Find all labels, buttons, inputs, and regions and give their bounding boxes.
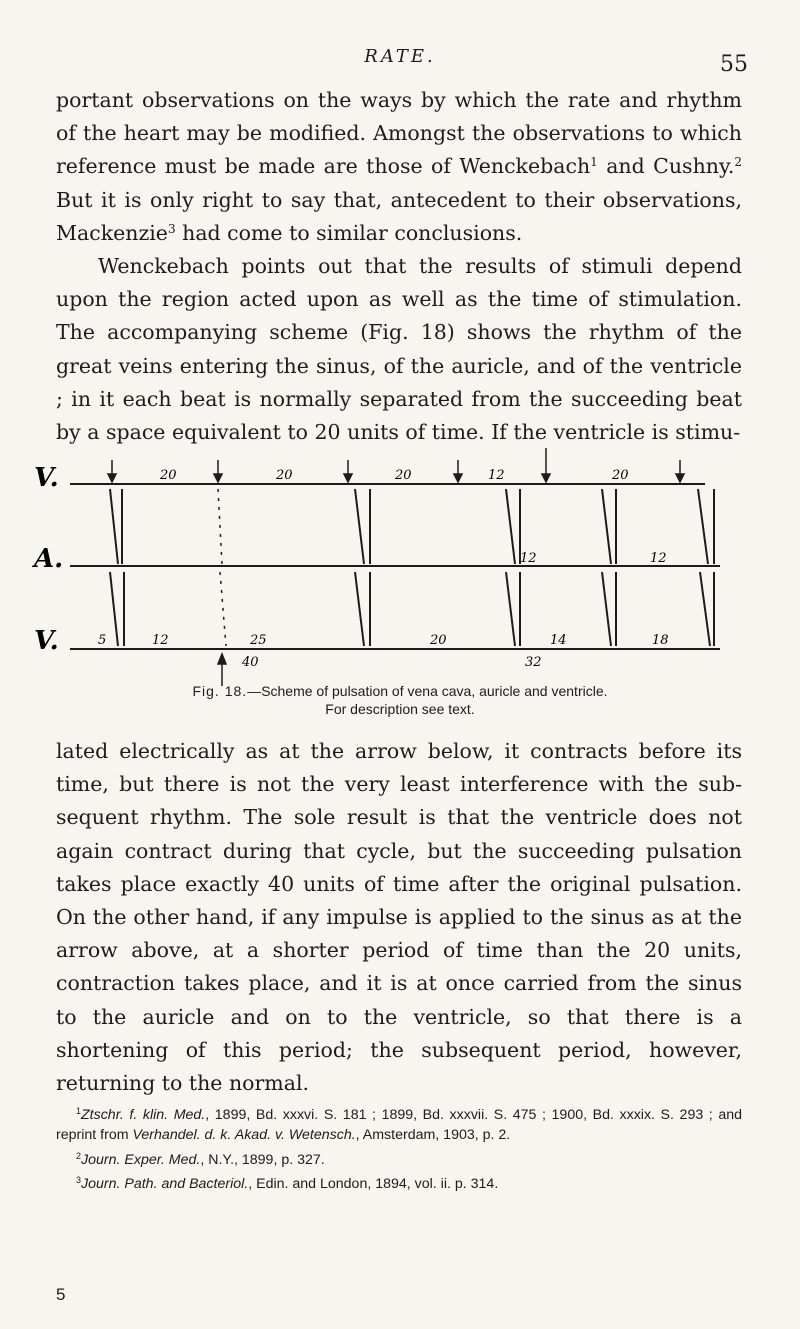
paragraph-1-text-c: But it is only right to say that, antecedent to their observations, Mackenzie <box>56 187 742 245</box>
caption-line-2: For description see text. <box>325 701 475 717</box>
ventricle-interval-label: 14 <box>550 633 567 648</box>
footnote-ref-2: 2 <box>734 155 742 170</box>
footnote-text: , N.Y., 1899, p. 327. <box>200 1151 325 1168</box>
row-label-veins: V. <box>34 463 59 493</box>
veins-interval-label: 12 <box>488 468 505 483</box>
footnote-source-2: Verhandel. d. k. Akad. v. Wetensch. <box>132 1127 356 1144</box>
footnote-number: 3 <box>76 1174 82 1185</box>
below-interval-label: 32 <box>525 655 542 670</box>
extra-auricle-trace <box>218 489 222 564</box>
paragraph-1-text-a: portant observations on the ways by which the rate and rhythm of the heart may be modified. Amongst the observations to which reference must be made are those of Wenckebach <box>56 88 742 179</box>
paragraph-3: lated electrically as at the arrow below, it contracts before its time, but there is not the very least interference with the sub-sequent rhythm. The sole result is that the ventricle does not again contract during that cycle, but the succeeding pulsation takes place exactly 40 units of time after the original pulsation. On the other hand, if any impulse is applied to the sinus as at the arrow above, at a shorter period of time than the 20 units, contraction takes place, and it is at once carried from the sinus to the auricle and on to the ventricle, so that there is a shortening of this period; the subsequent period, however, returning to the normal. <box>56 739 742 1096</box>
paragraph-1-text-b: and Cushny. <box>597 154 735 179</box>
row-label-ventricle: V. <box>34 626 59 656</box>
auricle-stroke <box>355 489 364 564</box>
footnote-ref-3: 3 <box>167 221 176 236</box>
ventricle-stroke <box>506 572 515 646</box>
footnote-source: Ztschr. f. klin. Med. <box>81 1107 206 1123</box>
veins-arrowhead <box>214 474 222 482</box>
ventricle-stroke <box>602 572 611 646</box>
ventricle-stroke <box>700 572 710 646</box>
veins-arrowhead <box>676 474 684 482</box>
paragraph-1 <box>56 84 742 250</box>
ventricle-interval-label: 25 <box>250 633 267 648</box>
auricle-stroke <box>506 489 515 564</box>
auricle-interval-label: 12 <box>520 551 537 566</box>
signature-mark: 5 <box>56 1285 66 1304</box>
footnotes <box>56 1101 742 1194</box>
auricle-stroke <box>698 489 708 564</box>
footnote-text: , Edin. and London, 1894, vol. ii. p. 314. <box>248 1175 499 1192</box>
page-header <box>0 46 800 86</box>
figure-18 <box>34 404 760 674</box>
ventricle-interval-label: 5 <box>98 633 107 648</box>
veins-interval-label: 20 <box>276 468 293 483</box>
caption-text: —Scheme of pulsation of vena cava, auricle and ventricle. <box>247 683 608 699</box>
below-interval-label: 40 <box>242 655 259 670</box>
pulsation-scheme-diagram <box>34 404 760 674</box>
auricle-interval-label: 12 <box>650 551 667 566</box>
ventricle-interval-label: 12 <box>152 633 169 648</box>
caption-label: Fig. 18. <box>192 683 248 699</box>
ventricle-interval-label: 20 <box>430 633 447 648</box>
paragraph-1-text-d: had come to similar conclusions. <box>175 220 523 245</box>
footnote-2 <box>56 1146 742 1170</box>
ventricle-interval-label: 18 <box>652 633 669 648</box>
extra-ventricle-trace <box>220 572 226 646</box>
stimulus-arrowhead-above <box>542 474 550 482</box>
footnote-number: 1 <box>76 1106 82 1116</box>
veins-arrowhead <box>454 474 462 482</box>
veins-arrowhead <box>108 474 116 482</box>
veins-interval-label: 20 <box>612 468 629 483</box>
footnote-source: Journ. Path. and Bacteriol. <box>81 1175 249 1192</box>
footnote-source: Journ. Exper. Med. <box>81 1151 201 1168</box>
page-number: 55 <box>720 52 748 77</box>
veins-interval-label: 20 <box>395 468 412 483</box>
caption-line-1 <box>0 682 800 700</box>
footnote-ref-1: 1 <box>590 155 598 170</box>
auricle-stroke <box>110 489 118 564</box>
paragraph-2: Wenckebach points out that the results of stimuli depend upon the region acted upon as well as the time of stimulation. The accompanying scheme (Fig. 18) shows the rhythm of the great veins entering the sinus, of the auricle, and of the ventricle ; in it each beat is normally separated from the succeeding beat by a space equivalent to 20 units of time. If the ventricle is stimu- <box>56 254 742 445</box>
stimulus-arrowhead-below <box>218 654 226 664</box>
veins-interval-label: 20 <box>160 468 177 483</box>
footnote-text-2: , Amsterdam, 1903, p. 2. <box>355 1127 511 1144</box>
row-label-auricle: A. <box>34 544 64 574</box>
footnote-1 <box>56 1101 742 1146</box>
body-text-top <box>56 84 742 449</box>
figure-caption <box>0 682 800 718</box>
ventricle-stroke <box>110 572 118 646</box>
ventricle-stroke <box>355 572 364 646</box>
footnote-number: 2 <box>76 1150 82 1161</box>
veins-arrowhead <box>344 474 352 482</box>
footnote-text: , 1899, Bd. xxxvi. S. 181 ; 1899, Bd. xxxvii. S. 475 ; 1900, Bd. xxxix. S. 293 ; and reprint from <box>56 1107 743 1144</box>
auricle-stroke <box>602 489 611 564</box>
running-head: RATE. <box>364 46 436 67</box>
footnote-3 <box>56 1170 742 1194</box>
